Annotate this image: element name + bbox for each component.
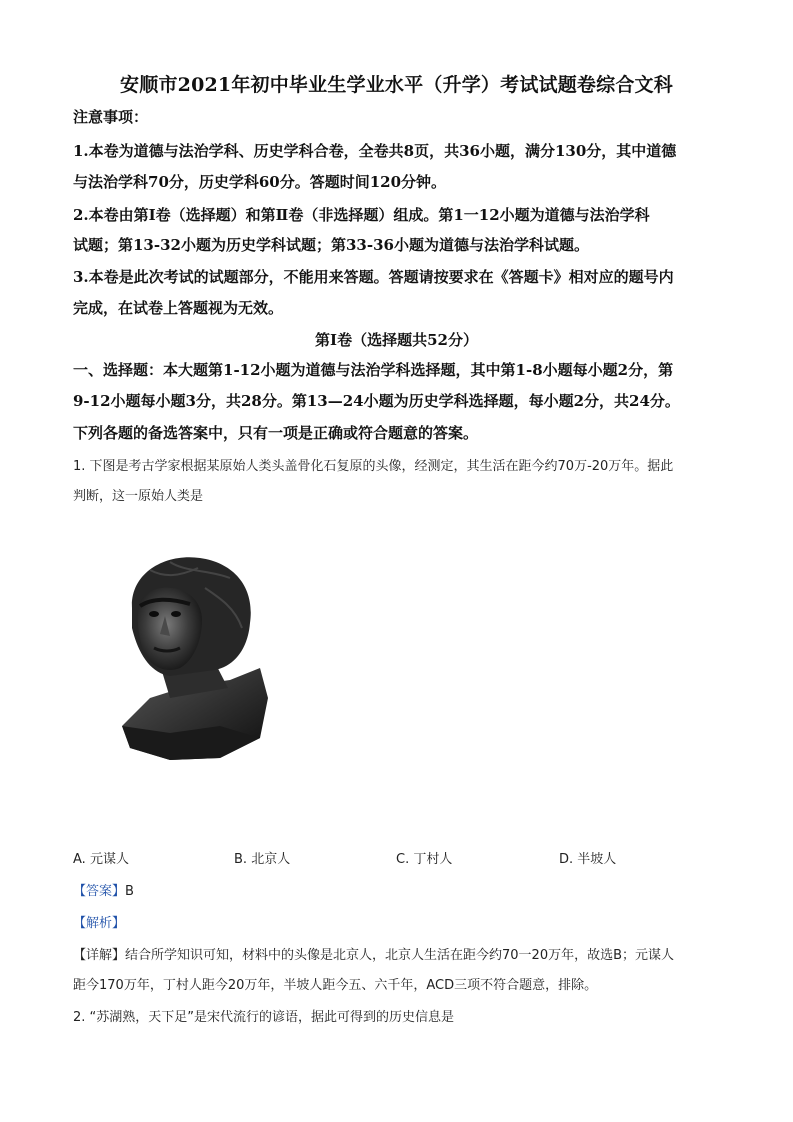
notice-item-3-line-1: 3.本卷是此次考试的试题部分，不能用来答题。答题请按要求在《答题卡》相对应的题号内: [73, 268, 674, 286]
option-b: [234, 848, 290, 867]
notice-item-2-line-2: 试题；第13-32小题为历史学科试题；第33-36小题为道德与法治学科试题。: [73, 236, 589, 254]
q1-stem-line-2: 判断，这一原始人类是: [73, 489, 204, 504]
option-c: [396, 848, 452, 867]
notice-item-1-line-1: 1.本卷为道德与法治学科、历史学科合卷，全卷共8页，共36小题，满分130分，其中道德: [73, 142, 677, 160]
detail-line-1: [73, 944, 674, 963]
q2-stem: 2. “苏湖熟，天下足”是宋代流行的谚语，据此可得到的历史信息是: [73, 1010, 455, 1025]
notice-item-2-line-1: 2.本卷由第Ⅰ卷（选择题）和第Ⅱ卷（非选择题）组成。第1一12小题为道德与法治学科: [73, 206, 650, 224]
section-intro-line-2: 9-12小题每小题3分，共28分。第13—24小题为历史学科选择题，每小题2分，共24分。: [73, 392, 680, 410]
q1-stem-line-1: 1. 下图是考古学家根据某原始人类头盖骨化石复原的头像，经测定，其生活在距今约70万-20万年。据此: [73, 459, 674, 474]
option-b-text: 北京人: [251, 852, 291, 867]
option-b-letter: B.: [234, 852, 248, 867]
option-a: [73, 848, 129, 867]
option-d-text: 半坡人: [577, 852, 617, 867]
section-intro-line-3: 下列各题的备选答案中，只有一项是正确或符合题意的答案。: [73, 424, 479, 442]
option-d-letter: D.: [559, 852, 574, 867]
option-a-text: 元谋人: [89, 852, 129, 867]
option-d: [559, 848, 616, 867]
option-a-letter: A.: [73, 852, 86, 867]
detail-line-2: 距今170万年，丁村人距今20万年，半坡人距今五、六千年，ACD三项不符合题意，排除。: [73, 978, 598, 993]
detail-text-1: 结合所学知识可知，材料中的头像是北京人，北京人生活在距今约70一20万年，故选B；元谋人: [125, 948, 675, 963]
analysis-tag: 【解析】: [73, 916, 126, 931]
answer-line: [73, 880, 134, 899]
option-c-letter: C.: [396, 852, 410, 867]
option-c-text: 丁村人: [413, 852, 453, 867]
page-title: 安顺市2021年初中毕业生学业水平（升学）考试试题卷综合文科: [120, 74, 673, 96]
notice-item-1-line-2: 与法治学科70分，历史学科60分。答题时间120分钟。: [73, 173, 447, 191]
section-heading: 第Ⅰ卷（选择题共52分）: [315, 331, 478, 349]
section-intro-line-1: 一、选择题：本大题第1-12小题为道德与法治学科选择题，其中第1-8小题每小题2分，第: [73, 361, 674, 379]
notice-heading: 注意事项：: [73, 108, 149, 126]
detail-tag: 【详解】: [73, 948, 126, 963]
analysis-line: [73, 912, 125, 931]
answer-tag: 【答案】: [73, 884, 126, 899]
answer-value: B: [125, 884, 134, 899]
notice-item-3-line-2: 完成，在试卷上答题视为无效。: [73, 299, 284, 317]
hominin-bust-icon: [110, 548, 275, 763]
